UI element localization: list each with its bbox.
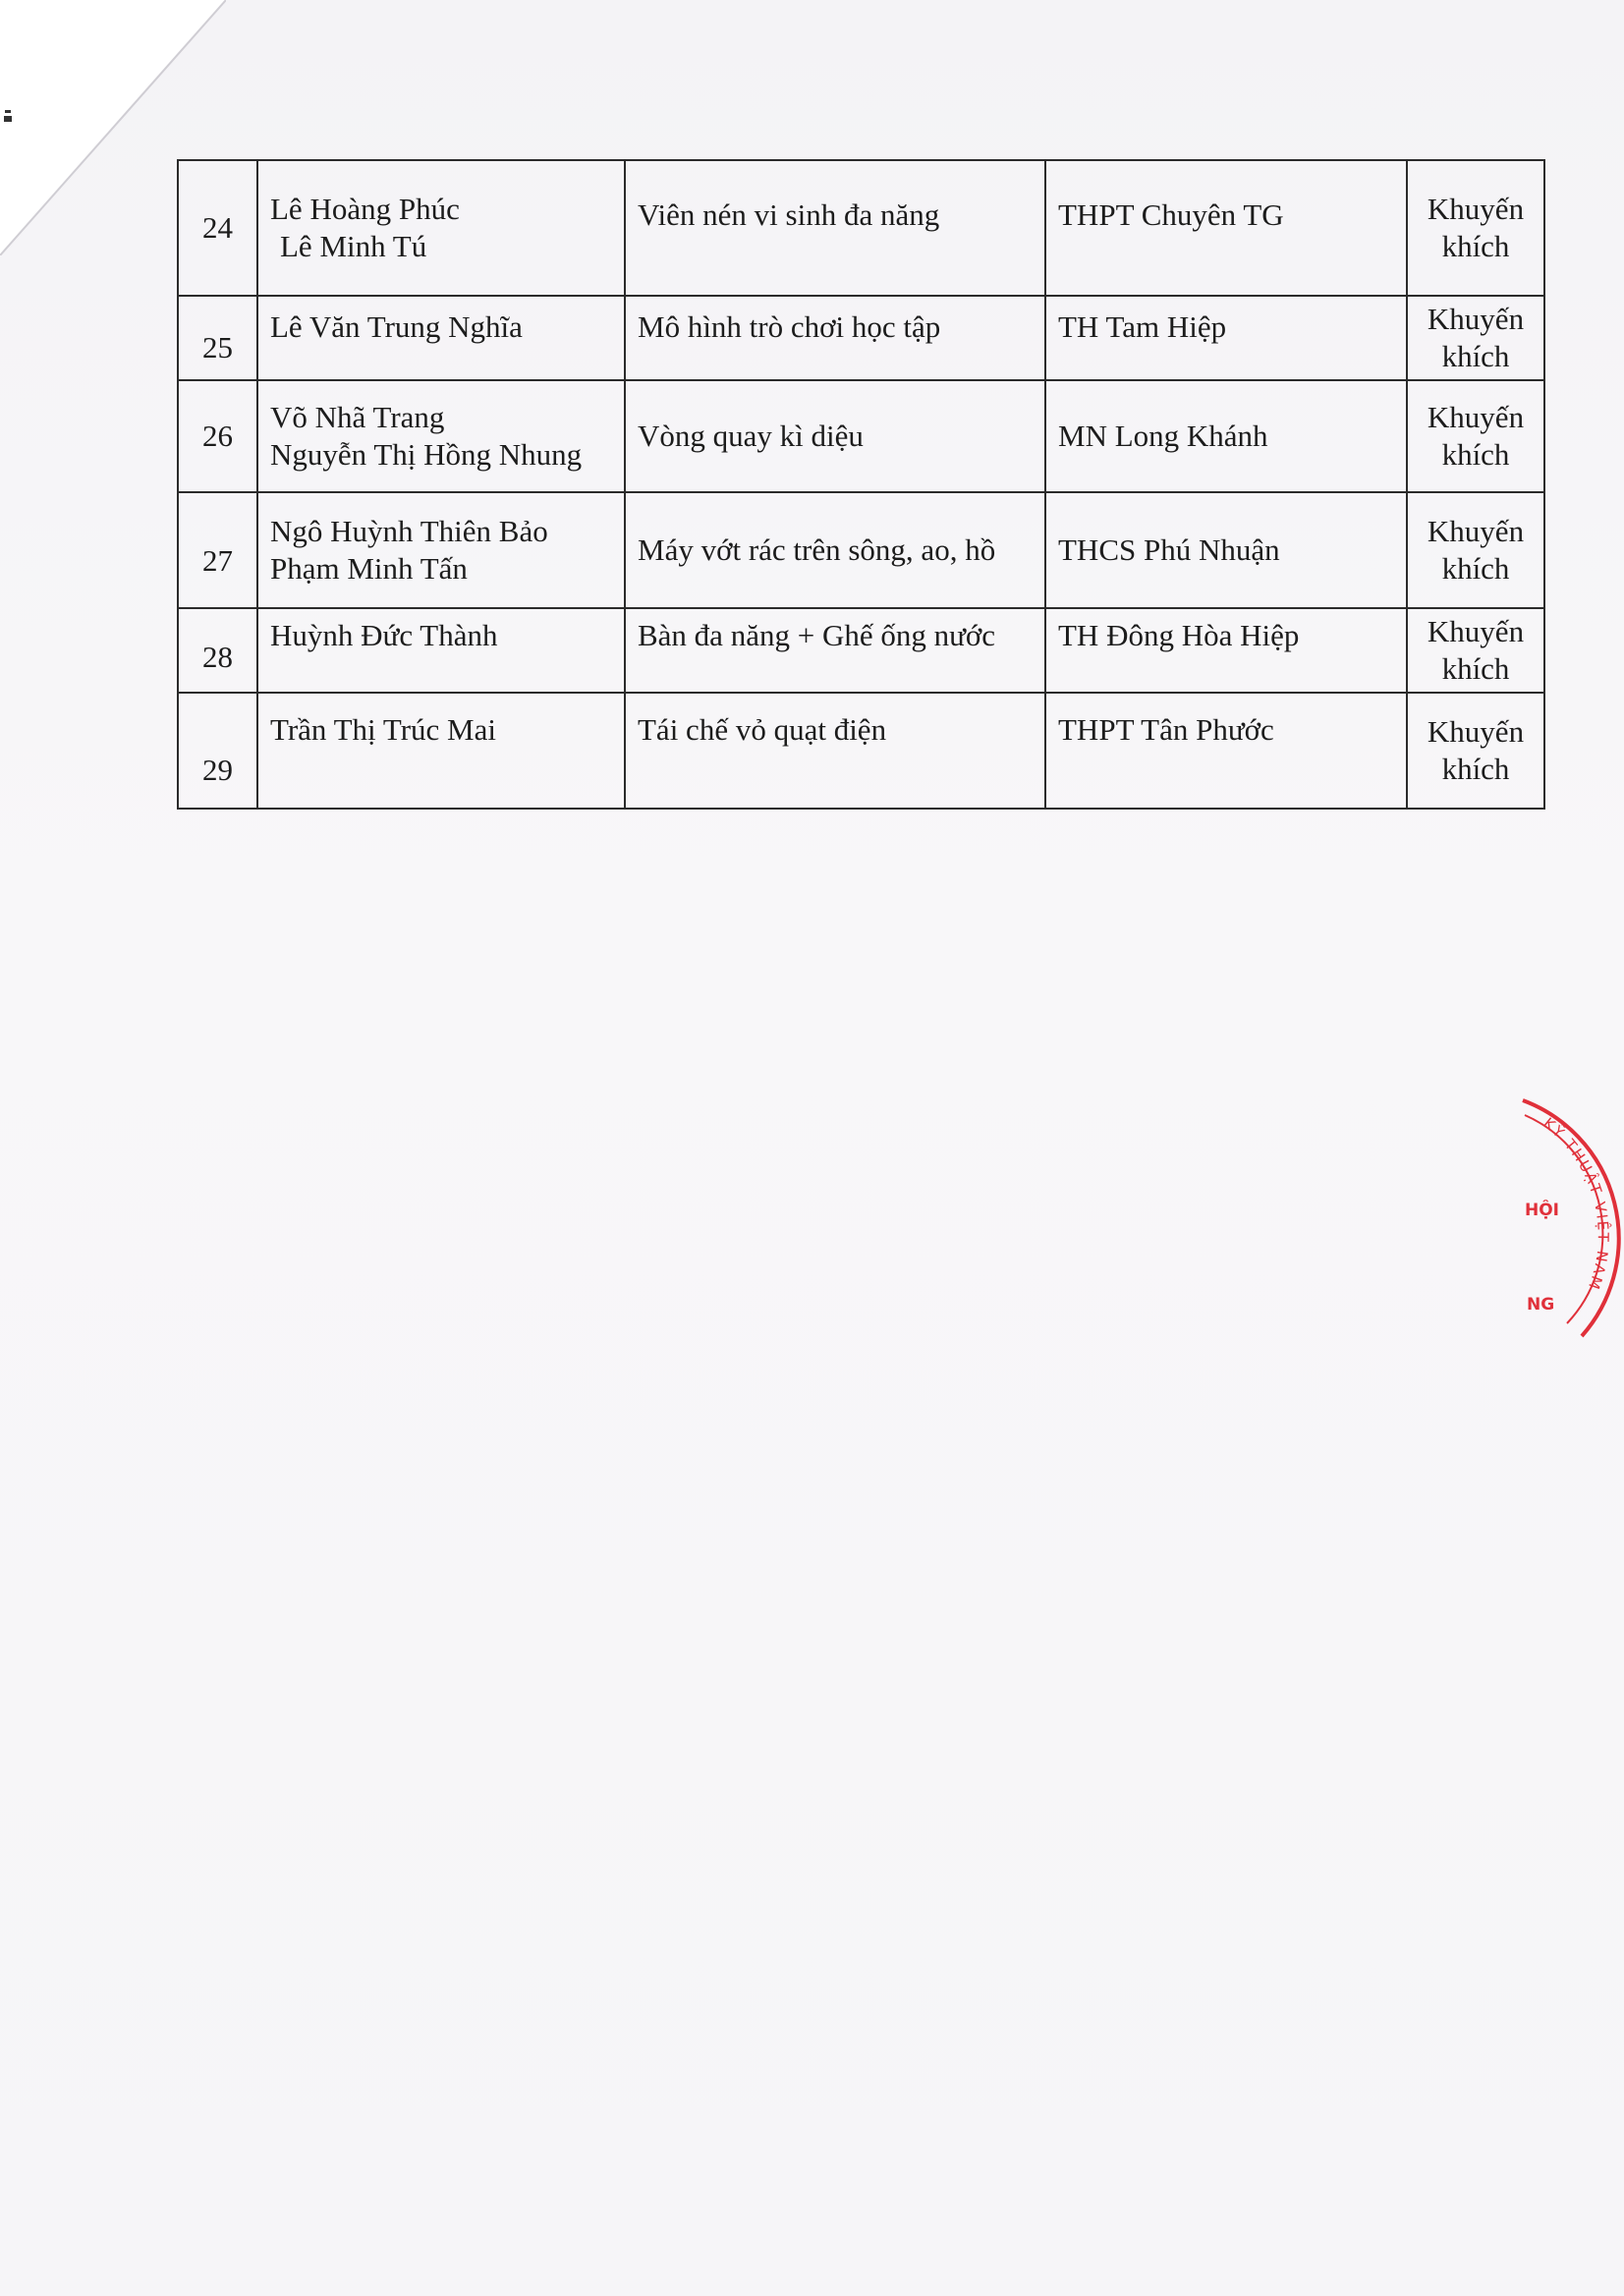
row-number: 25 <box>178 296 257 380</box>
prize-line: Khuyến <box>1427 714 1525 749</box>
product-name: Tái chế vỏ quạt điện <box>625 693 1045 809</box>
prize-level <box>1407 380 1544 492</box>
svg-text:KỸ THUẬT VIỆT NAM: KỸ THUẬT VIỆT NAM <box>1540 1113 1612 1294</box>
prize-line: Khuyến <box>1427 400 1525 434</box>
school-name: MN Long Khánh <box>1045 380 1407 492</box>
product-name: Viên nén vi sinh đa năng <box>625 160 1045 296</box>
participant-name: Lê Minh Tú <box>280 229 427 263</box>
product-name: Bàn đa năng + Ghế ống nước <box>625 608 1045 693</box>
prize-level <box>1407 296 1544 380</box>
participant-name: Nguyễn Thị Hồng Nhung <box>270 437 583 472</box>
prize-line: Khuyến <box>1427 302 1525 336</box>
row-number: 28 <box>178 608 257 693</box>
row-number: 27 <box>178 492 257 608</box>
svg-text:NG: NG <box>1527 1295 1555 1315</box>
prize-level <box>1407 492 1544 608</box>
table-row <box>178 296 1544 380</box>
participant-name: Võ Nhã Trang <box>270 400 445 434</box>
scan-mark-icon <box>4 110 14 124</box>
school-name: TH Đông Hòa Hiệp <box>1045 608 1407 693</box>
prize-line: khích <box>1441 339 1510 373</box>
official-seal-icon <box>1513 1086 1624 1351</box>
school-name: TH Tam Hiệp <box>1045 296 1407 380</box>
prize-level <box>1407 160 1544 296</box>
prize-line: Khuyến <box>1427 192 1525 226</box>
prize-line: Khuyến <box>1427 514 1525 548</box>
prize-line: khích <box>1441 437 1510 472</box>
participant-names <box>257 380 625 492</box>
svg-text:HỘI: HỘI <box>1525 1201 1560 1220</box>
school-name: THPT Tân Phước <box>1045 693 1407 809</box>
table-row <box>178 693 1544 809</box>
award-table <box>177 159 1545 810</box>
school-name: THPT Chuyên TG <box>1045 160 1407 296</box>
school-name: THCS Phú Nhuận <box>1045 492 1407 608</box>
participant-names <box>257 296 625 380</box>
prize-line: khích <box>1441 752 1510 786</box>
product-name: Vòng quay kì diệu <box>625 380 1045 492</box>
participant-names <box>257 492 625 608</box>
prize-line: Khuyến <box>1427 614 1525 648</box>
participant-name: Trần Thị Trúc Mai <box>270 712 496 747</box>
table-row <box>178 380 1544 492</box>
table-row <box>178 608 1544 693</box>
prize-level <box>1407 608 1544 693</box>
row-number: 26 <box>178 380 257 492</box>
product-name: Mô hình trò chơi học tập <box>625 296 1045 380</box>
participant-name: Lê Hoàng Phúc <box>270 192 460 226</box>
prize-level <box>1407 693 1544 809</box>
prize-line: khích <box>1441 651 1510 686</box>
table-row <box>178 160 1544 296</box>
row-number: 24 <box>178 160 257 296</box>
prize-line: khích <box>1441 551 1510 586</box>
participant-name: Lê Văn Trung Nghĩa <box>270 309 523 344</box>
participant-names <box>257 608 625 693</box>
prize-line: khích <box>1441 229 1510 263</box>
participant-name: Ngô Huỳnh Thiên Bảo <box>270 514 548 548</box>
row-number: 29 <box>178 693 257 809</box>
participant-name: Phạm Minh Tấn <box>270 551 468 586</box>
table-row <box>178 492 1544 608</box>
participant-names <box>257 160 625 296</box>
participant-name: Huỳnh Đức Thành <box>270 618 498 652</box>
product-name: Máy vớt rác trên sông, ao, hồ <box>625 492 1045 608</box>
participant-names <box>257 693 625 809</box>
